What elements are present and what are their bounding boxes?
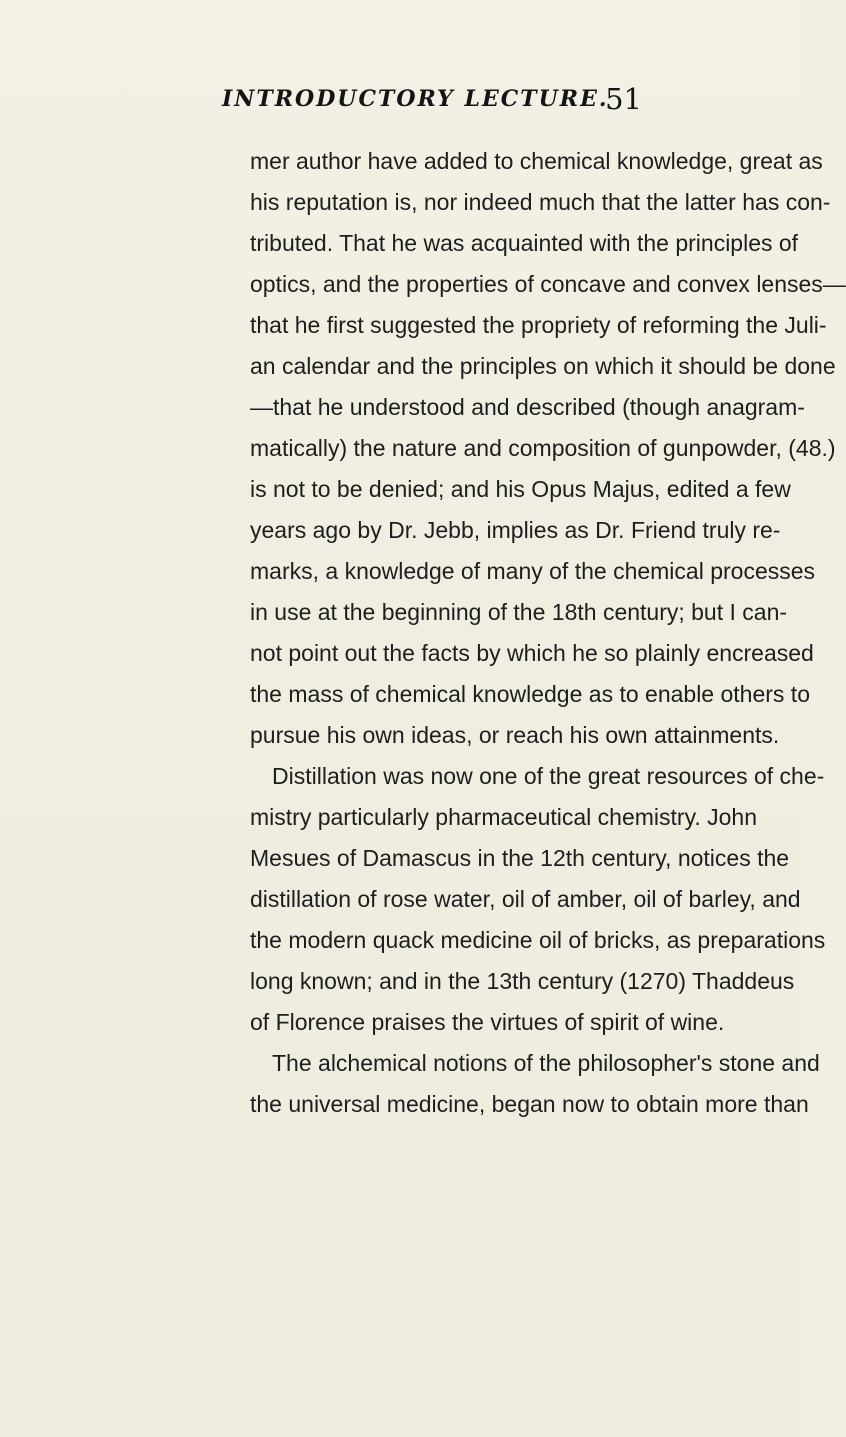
text-line: mistry particularly pharmaceutical chemistry. John (250, 804, 758, 830)
text-line: Mesues of Damascus in the 12th century, notices the (250, 845, 790, 871)
text-line: the mass of chemical knowledge as to enable others to (250, 681, 810, 707)
text-line: long known; and in the 13th century (1270) Thaddeus (250, 968, 795, 994)
text-line: the universal medicine, began now to obtain more than (250, 1091, 809, 1117)
text-line: The alchemical notions of the philosopher's stone and (272, 1050, 820, 1076)
page-number: 51 (605, 82, 642, 116)
text-line: years ago by Dr. Jebb, implies as Dr. Friend truly re- (250, 517, 781, 543)
text-line: an calendar and the principles on which it should be done (250, 353, 836, 379)
running-head: INTRODUCTORY LECTURE. (222, 86, 609, 112)
text-line: not point out the facts by which he so plainly encreased (250, 640, 814, 666)
text-line: tributed. That he was acquainted with the principles of (250, 230, 799, 256)
text-line: is not to be denied; and his Opus Majus, edited a few (250, 476, 791, 502)
text-line: optics, and the properties of concave and convex lenses— (250, 271, 846, 297)
text-line: Distillation was now one of the great resources of che- (272, 763, 825, 789)
text-line: matically) the nature and composition of gunpowder, (48.) (250, 435, 836, 461)
text-line: pursue his own ideas, or reach his own attainments. (250, 722, 780, 748)
text-line: of Florence praises the virtues of spirit of wine. (250, 1009, 725, 1035)
text-line: his reputation is, nor indeed much that the latter has con- (250, 189, 831, 215)
text-line: that he first suggested the propriety of reforming the Juli- (250, 312, 827, 338)
text-line: mer author have added to chemical knowledge, great as (250, 148, 823, 174)
text-line: distillation of rose water, oil of amber, oil of barley, and (250, 886, 801, 912)
text-line: in use at the beginning of the 18th century; but I can- (250, 599, 788, 625)
text-line: —that he understood and described (though anagram- (250, 394, 805, 420)
text-line: the modern quack medicine oil of bricks, as preparations (250, 927, 826, 953)
text-line: marks, a knowledge of many of the chemical processes (250, 558, 816, 584)
body-text (250, 0, 846, 1437)
